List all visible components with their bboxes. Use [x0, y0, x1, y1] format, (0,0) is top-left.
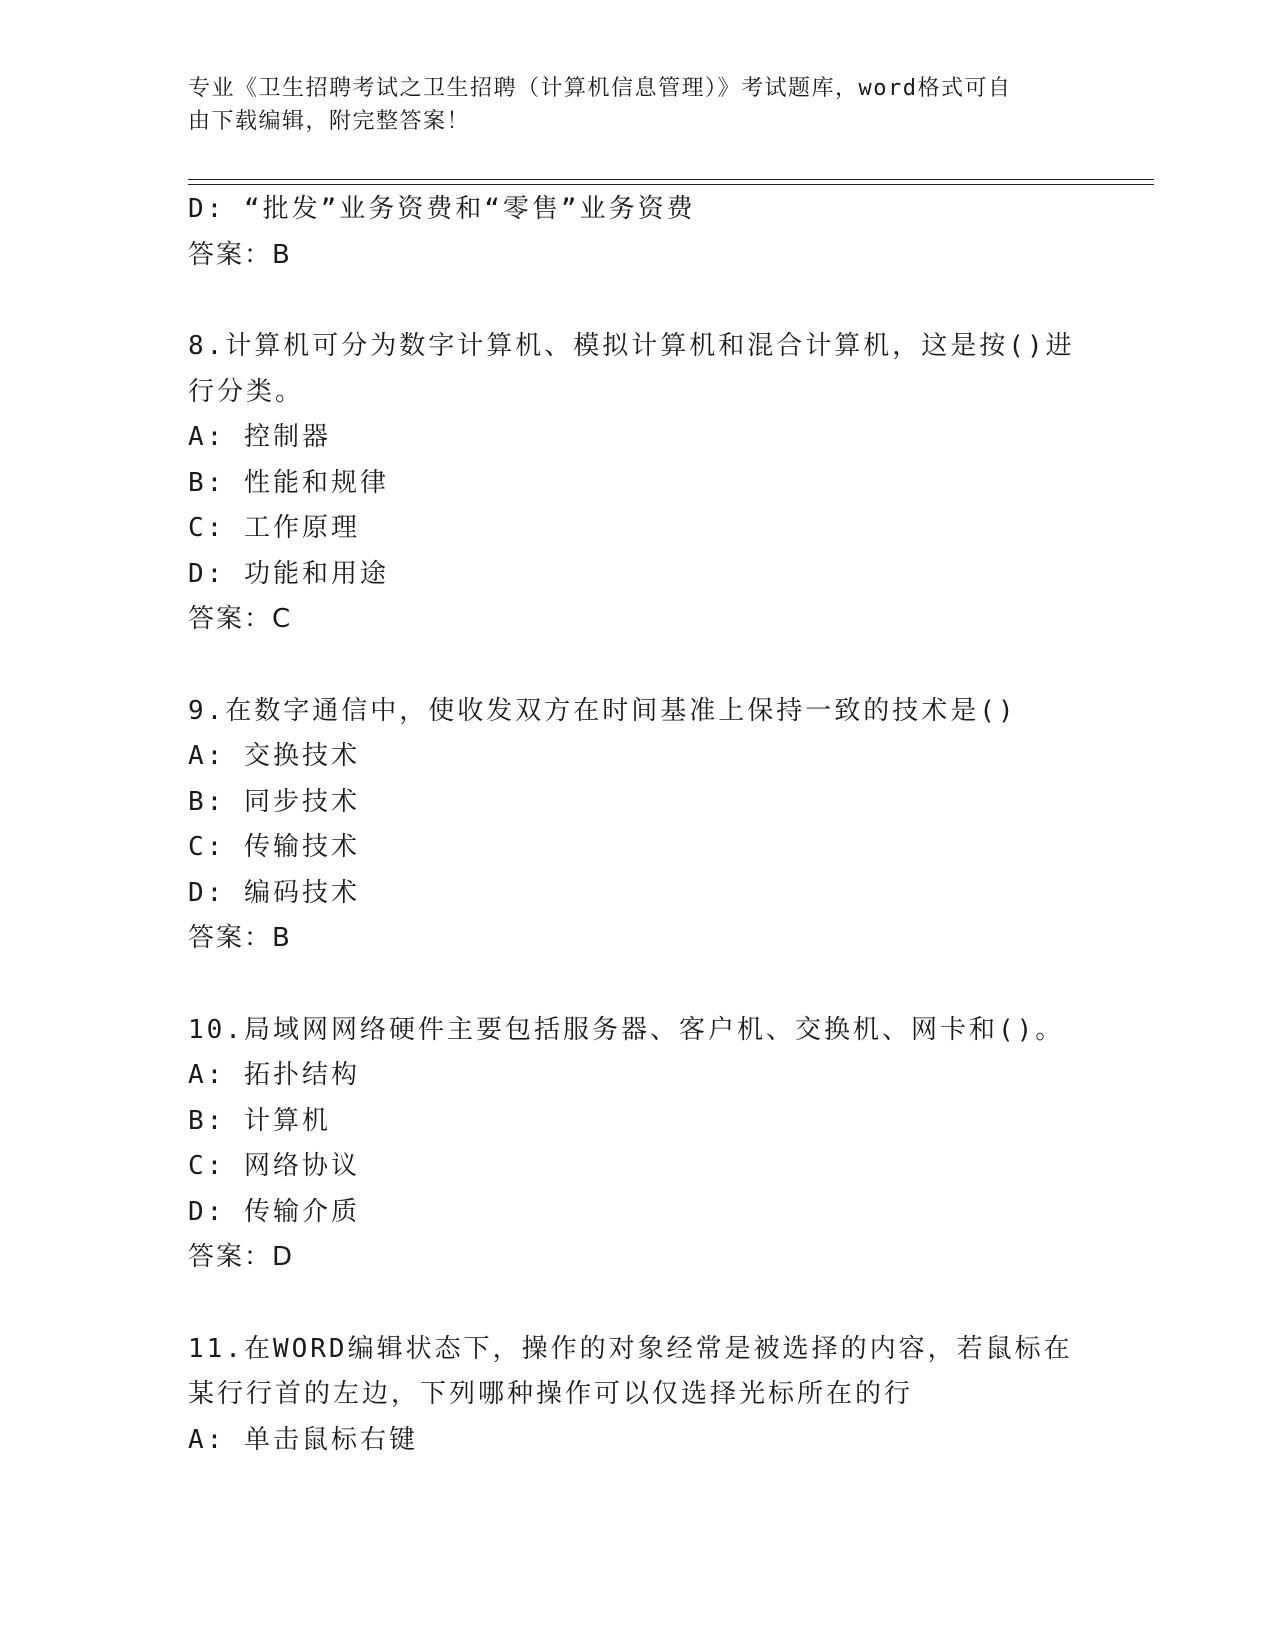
- question-stem-line-1: 8.计算机可分为数字计算机、模拟计算机和混合计算机，这是按()进: [188, 331, 1075, 361]
- option-a: A: 拓扑结构: [188, 1060, 360, 1090]
- spacer: [188, 643, 1088, 689]
- option-c: C: 传输技术: [188, 832, 360, 862]
- option-b: B: 性能和规律: [188, 467, 389, 498]
- question-stem-line-2: 某行行首的左边，下列哪种操作可以仅选择光标所在的行: [188, 1379, 914, 1409]
- question-11: [188, 1327, 1088, 1464]
- answer-line: 答案：D: [188, 1242, 295, 1272]
- option-d: D: “批发”业务资费和“零售”业务资费: [188, 194, 696, 224]
- question-stem-line-1: 9.在数字通信中，使收发双方在时间基准上保持一致的技术是(): [188, 695, 1017, 726]
- spacer: [188, 962, 1088, 1008]
- option-b: B: 同步技术: [188, 786, 360, 817]
- question-stem-line-2: 行分类。: [188, 376, 305, 407]
- option-b: B: 计算机: [188, 1105, 331, 1136]
- option-a: A: 交换技术: [188, 741, 360, 771]
- spacer: [188, 278, 1088, 324]
- header-line-1: 专业《卫生招聘考试之卫生招聘（计算机信息管理）》考试题库，word格式可自: [188, 76, 1012, 101]
- option-d: D: 编码技术: [188, 877, 360, 908]
- option-d: D: 功能和用途: [188, 558, 389, 589]
- answer-line: 答案：C: [188, 604, 293, 634]
- question-8: [188, 324, 1088, 643]
- question-content: [188, 187, 1088, 1463]
- question-stem-line-1: 10.局域网网络硬件主要包括服务器、客户机、交换机、网卡和()。: [188, 1014, 1065, 1045]
- option-a: A: 单击鼠标右键: [188, 1424, 418, 1455]
- option-c: C: 网络协议: [188, 1151, 360, 1181]
- document-header: [188, 72, 1078, 138]
- spacer: [188, 1281, 1088, 1327]
- header-line-2: 由下载编辑，附完整答案！: [188, 109, 471, 134]
- question-9: [188, 689, 1088, 962]
- header-divider-top: [188, 179, 1154, 180]
- header-divider-bottom: [188, 184, 1154, 185]
- question-10: [188, 1008, 1088, 1281]
- option-a: A: 控制器: [188, 422, 331, 452]
- answer-line: 答案：B: [188, 239, 292, 270]
- option-d: D: 传输介质: [188, 1196, 360, 1227]
- option-c: C: 工作原理: [188, 513, 360, 543]
- question-stem-line-1: 11.在WORD编辑状态下，操作的对象经常是被选择的内容，若鼠标在: [188, 1333, 1073, 1364]
- answer-line: 答案：B: [188, 923, 292, 953]
- previous-question-tail: [188, 187, 1088, 278]
